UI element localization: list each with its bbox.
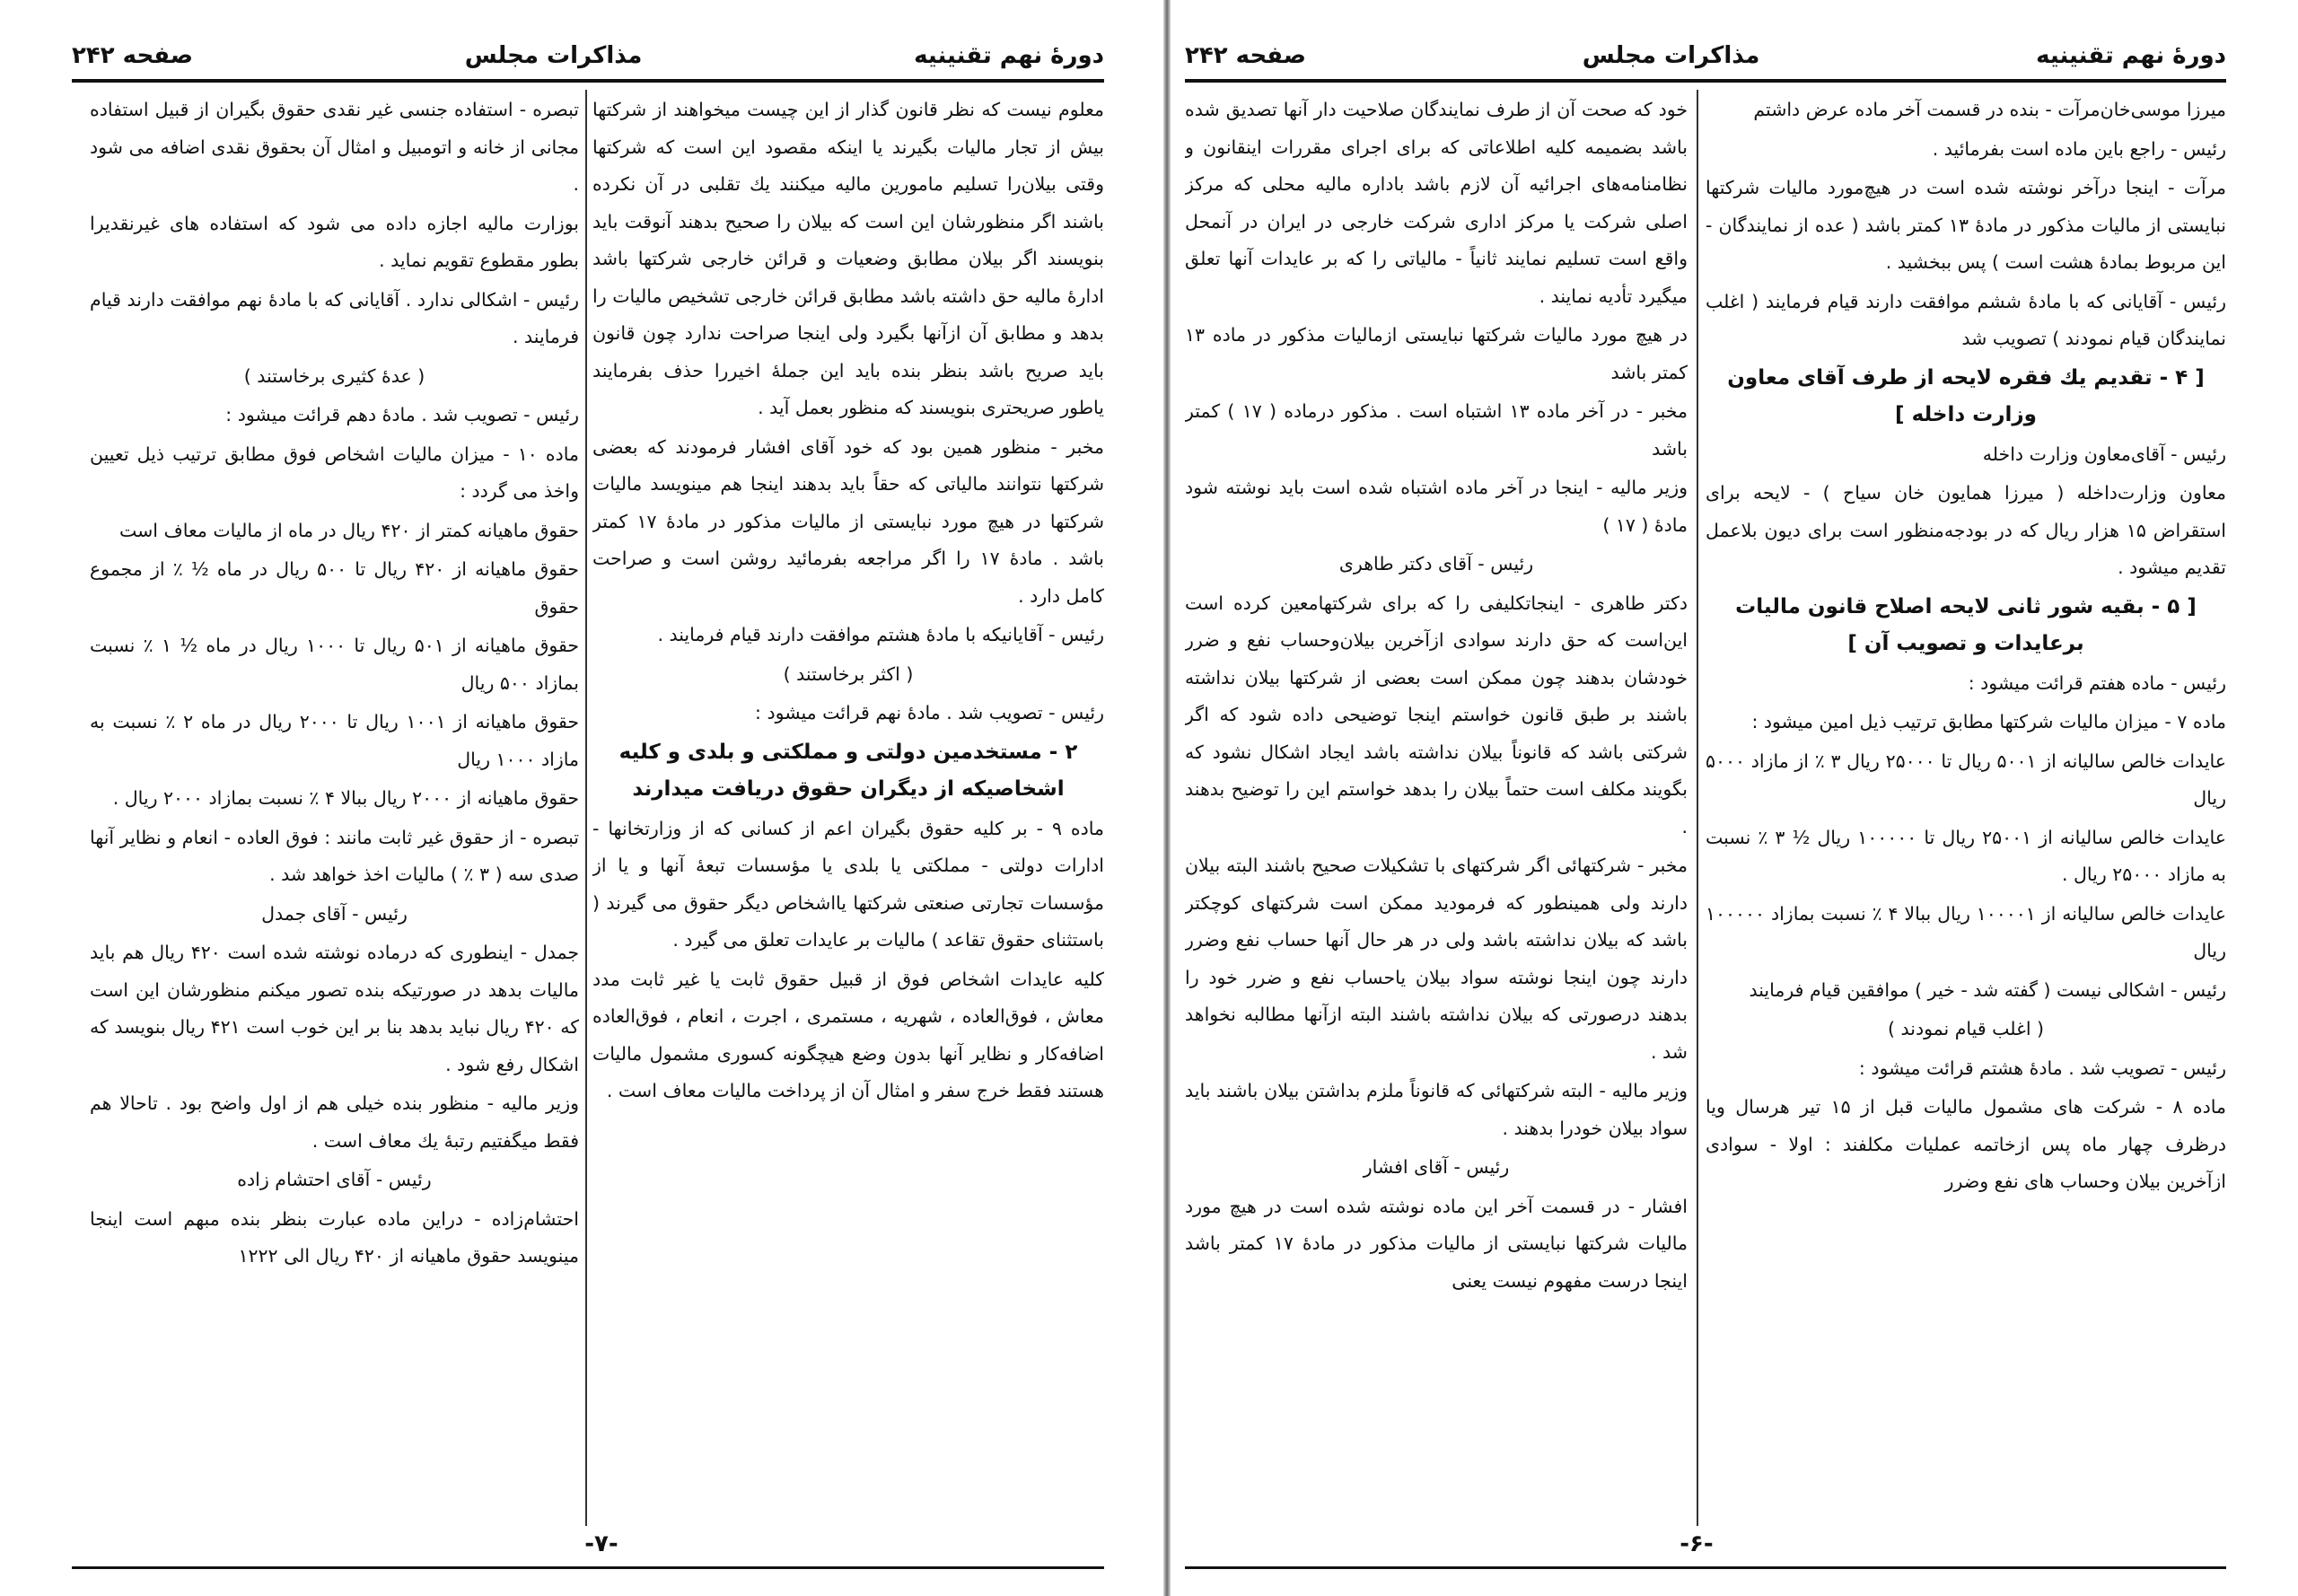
left-column-right-side [592,92,1104,1528]
paragraph: ماده ۷ - میزان مالیات شرکتها مطابق ترتیب ذیل امین میشود : [1751,711,2226,732]
section-heading: [ ۴ - تقدیم یك فقره لایحه از طرف آقای معاون وزارت داخله ] [1727,365,2205,426]
paragraph: دکتر طاهری - اینجاتکلیفی را که برای شرکتهامعین کرده است این‌است که حق دارند سوادی ازآخرین بیلان‌وحساب نفع و ضرر خودشان بدهند چون ممکن است بعضی از شرکتها بیلان نداشته باشند بر طبق قانون خواستم اینجا توضیحی داده شود که اگر شرکتی باشد که قانوناً بیلان نداشته باشد ایجاد اشکال نشود که بگویند مکلف است حتماً بیلان را بدهد خواستم این را توضیح بدهند . [1185,592,1688,837]
right-page-number: -۶- [1680,1530,1714,1557]
paragraph: ( اغلب قیام نمودند ) [1887,1018,2045,1039]
paragraph: افشار - در قسمت آخر این ماده نوشته شده است در هیچ مورد مالیات شرکتها نبایستی از مالیات مذکور در مادهٔ ۱۷ کمتر باشد اینجا درست مفهوم نیست یعنی [1185,1195,1688,1292]
right-header-session: دورهٔ نهم تقنینیه [2036,42,2226,69]
paragraph: وزیر مالیه - اینجا در آخر ماده اشتباه شده است باید نوشته شود مادهٔ ( ۱۷ ) [1185,477,1688,536]
left-column-divider [585,90,587,1526]
section-heading: [ ۵ - بقیه شور ثانی لایحه اصلاح قانون مالیات برعایدات و تصویب آن ] [1735,594,2197,655]
paragraph: رئیس - آقایانی که با مادهٔ ششم موافقت دارند قیام فرمایند ( اغلب نمایندگان قیام نمودند ) تصویب شد [1706,290,2226,349]
right-header-title: مذاکرات مجلس [1582,42,1760,69]
paragraph: رئیس - تصویب شد . مادهٔ نهم قرائت میشود : [755,702,1104,723]
right-header-page-label: صفحه ۲۴۲ [1185,42,1307,69]
paragraph: رئیس - آقای احتشام زاده [237,1169,432,1190]
paragraph: بوزارت مالیه اجازه داده می شود که استفاده های غیرنقدیرا بطور مقطوع تقویم نماید . [90,212,579,271]
paragraph: جمدل - اینطوری که درماده نوشته شده است ۴۲۰ ریال هم باید مالیات بدهد در صورتیکه بنده تصور میکنم منظورشان این است که ۴۲۰ ریال نباید بدهد بنا بر این خوب است ۴۲۱ ریال بنویسد که اشکال رفع شود . [90,942,579,1075]
paragraph: احتشام‌زاده - دراین ماده عبارت بنظر بنده مبهم است اینجا مینویسد حقوق ماهیانه از ۴۲۰ ریال الی ۱۲۲۲ [90,1207,579,1267]
left-header-session: دورهٔ نهم تقنینیه [914,42,1104,69]
paragraph: حقوق ماهیانه از ۵۰۱ ریال تا ۱۰۰۰ ریال در ماه ½ ۱ ٪ نسبت بمازاد ۵۰۰ ریال [90,635,579,694]
left-header-page-label: صفحه ۲۴۲ [72,42,194,69]
right-column-right-side [1706,92,2226,1528]
paragraph: خود که صحت آن از طرف نمایندگان صلاحیت دار آنها تصدیق شده باشد بضمیمه کلیه اطلاعاتی که برای اجرای مقررات اینقانون و نظامنامه‌های اجرائیه آن لازم باشد باداره مالیه محلی که مرکز اصلی شرکت یا مرکز اداری شرکت خارجی در ایران در آنمحل واقع است تسلیم نمایند ثانیاً - مالیاتی را که بر عایدات آنها تعلق میگیرد تأدیه نمایند . [1185,99,1688,307]
paragraph: حقوق ماهیانه کمتر از ۴۲۰ ریال در ماه از مالیات معاف است [118,519,579,541]
paragraph: مخبر - در آخر ماده ۱۳ اشتباه است . مذکور درماده ( ۱۷ ) کمتر باشد [1185,400,1688,460]
paragraph: مخبر - شرکتهائی اگر شرکتهای با تشکیلات صحیح باشند البته بیلان دارند ولی همینطور که فرمودید ممکن است شرکتهای کوچکتر باشد که بیلان نداشته باشد ولی در هر حال آنها حساب نفع وضرر دارند چون اینجا نوشته سواد بیلان یاحساب نفع و ضرر خود را بدهند درصورتی که بیلان نداشته باشند البته ازآنها مطالبه نخواهد شد . [1185,855,1688,1063]
left-bottom-rule [72,1566,1104,1569]
paragraph: وزیر مالیه - منظور بنده خیلی هم از اول واضح بود . تاحالا هم فقط میگفتیم رتبهٔ یك معاف است . [90,1092,579,1152]
right-page-header [1185,36,2226,75]
paragraph: معاون وزارت‌داخله ( میرزا همایون خان سیاح ) - لایحه برای استقراض ۱۵ هزار ریال که در بودجه‌منظور است برای دیون بلاعمل تقدیم میشود . [1706,482,2226,578]
left-header-rule [72,79,1104,83]
right-column-divider [1697,90,1698,1526]
paragraph: تبصره - از حقوق غیر ثابت مانند : فوق العاده - انعام و نظایر آنها صدی سه ( ۳ ٪ ) مالیات اخذ خواهد شد . [90,826,579,885]
paragraph: تبصره - استفاده جنسی غیر نقدی حقوق بگیران از قبیل استفاده مجانی از خانه و اتومبیل و امثال آن بحقوق نقدی اضافه می شود . [90,99,579,195]
paragraph: مرآت - اینجا درآخر نوشته شده است در هیچ‌مورد مالیات شرکتها نبایستی از مالیات مذکور در مادهٔ ۱۳ کمتر باشد ( عده از نمایندگان - این مربوط بمادهٔ هشت است ) پس ببخشید . [1706,177,2226,273]
paragraph: عایدات خالص سالیانه از ۲۵۰۰۱ ریال تا ۱۰۰۰۰۰ ریال ½ ۳ ٪ نسبت به مازاد ۲۵۰۰۰ ریال . [1706,826,2226,885]
paragraph: رئیس - آقای‌معاون وزارت داخله [1982,443,2226,465]
left-page-number: -۷- [584,1530,618,1557]
paragraph: رئیس - آقایانیکه با مادهٔ هشتم موافقت دارند قیام فرمایند . [657,624,1104,645]
paragraph: رئیس - آقای جمدل [261,902,408,925]
paragraph: رئیس - تصویب شد . مادهٔ هشتم قرائت میشود : [1858,1057,2226,1079]
paragraph: ( عدهٔ کثیری برخاستند ) [243,364,425,387]
paragraph: رئیس - آقای افشار [1363,1156,1510,1178]
paragraph: حقوق ماهیانه از ۴۲۰ ریال تا ۵۰۰ ریال در ماه ½ ٪ از مجموع حقوق [90,558,579,618]
paragraph: میرزا موسی‌خان‌مرآت - بنده در قسمت آخر ماده عرض داشتم [1753,99,2226,120]
paragraph: عایدات خالص سالیانه از ۱۰۰۰۰۱ ریال ببالا ۴ ٪ نسبت بمازاد ۱۰۰۰۰۰ ریال [1706,902,2226,961]
paragraph: کلیه عایدات اشخاص فوق از قبیل حقوق ثابت یا غیر ثابت مدد معاش ، فوق‌العاده ، شهریه ، مستمری ، اجرت ، انعام ، فوق‌العاده اضافه‌کار و نظایر آنها بدون وضع هیچگونه کسوری مشمول مالیات هستند فقط خرج سفر و امثال آن از پرداخت مالیات معاف است . [592,968,1104,1101]
paragraph: رئیس - تصویب شد . مادهٔ دهم قرائت میشود : [225,404,579,425]
right-page [1167,0,2298,1596]
right-header-rule [1185,79,2226,83]
paragraph: حقوق ماهیانه از ۲۰۰۰ ریال ببالا ۴ ٪ نسبت بمازاد ۲۰۰۰ ریال . [112,787,579,809]
paragraph: ( اکثر برخاستند ) [783,662,914,685]
paragraph: در هیچ مورد مالیات شرکتها نبایستی ازمالیات مذکور در ماده ۱۳ کمتر باشد [1185,324,1688,383]
paragraph: معلوم نیست که نظر قانون گذار از این چیست میخواهند از شرکتها بیش از تجار مالیات بگیرند یا اینکه مقصود این است که شرکتها وقتی بیلان‌را تسلیم مامورین مالیه میکنند یك تقلبی در آن نکرده باشند اگر منظورشان این است که بیلان را صحیح بدهند آنوقت باید بنویسند اگر بیلان مطابق وضعیات و قرائن خارجی شرکتها باشد ادارهٔ مالیه حق داشته باشد مطابق قرائن خارجی تشخیص مالیات را بدهد و مطابق آن ازآنها بگیرد ولی اینجا صراحت ندارد چون قانون باید صریح باشد بنظر بنده باید این جملهٔ اخیررا حذف بفرمایند یاطور صریحتری بنویسند که منظور بعمل آید . [592,99,1104,418]
paragraph: رئیس - ماده هفتم قرائت میشود : [1968,671,2226,694]
right-bottom-rule [1185,1566,2226,1569]
paragraph: رئیس - آقای دکتر طاهری [1338,553,1534,574]
right-column-left-side [1185,92,1688,1528]
paragraph: رئیس - راجع باین ماده است بفرمائید . [1932,137,2226,160]
paragraph: رئیس - اشکالی ندارد . آقایانی که با مادهٔ نهم موافقت دارند قیام فرمایند . [90,288,579,347]
paragraph: مخبر - منظور همین بود که خود آقای افشار فرمودند که بعضی شرکتها نتوانند مالیاتی که حقاً باید بدهند اینجا هم مینویسد مالیات شرکتها در هیچ مورد نبایستی از مالیات مذکور در مادهٔ ۱۷ کمتر باشد . مادهٔ ۱۷ را اگر مراجعه بفرمائید روشن است و صراحت کامل دارد . [592,435,1104,607]
paragraph: ماده ۸ - شرکت های مشمول مالیات قبل از ۱۵ تیر هرسال ویا درظرف چهار ماه پس ازخاتمه عملیات مکلفند : اولا - سوادی ازآخرین بیلان وحساب های نفع وضرر [1706,1096,2226,1192]
left-page-header [72,36,1104,75]
paragraph: وزیر مالیه - البته شرکتهائی که قانوناً ملزم بداشتن بیلان باشند باید سواد بیلان خودرا بدهند . [1185,1080,1688,1139]
paragraph: عایدات خالص سالیانه از ۵۰۰۱ ریال تا ۲۵۰۰۰ ریال ۳ ٪ از مازاد ۵۰۰۰ ریال [1706,750,2226,809]
section-heading: ۲ - مستخدمین دولتی و مملکتی و بلدی و کلیه اشخاصیکه از دیگران حقوق دریافت میدارند [618,740,1078,801]
left-header-title: مذاکرات مجلس [464,42,643,69]
paragraph: ماده ۱۰ - میزان مالیات اشخاص فوق مطابق ترتیب ذیل تعیین واخذ می گردد : [90,443,579,502]
paragraph: رئیس - اشکالی نیست ( گفته شد - خیر ) موافقین قیام فرمایند [1749,978,2226,1001]
paragraph: حقوق ماهیانه از ۱۰۰۱ ریال تا ۲۰۰۰ ریال در ماه ۲ ٪ نسبت به مازاد ۱۰۰۰ ریال [90,711,579,770]
left-column-left-side [90,92,579,1528]
paragraph: ماده ۹ - بر کلیه حقوق بگیران اعم از کسانی که از وزارتخانها - ادارات دولتی - مملکتی یا بلدی یا مؤسسات تبعهٔ آنها و یا از مؤسسات تجارتی صنعتی شرکتها یااشخاص دیگر حقوق می گیرند ( باستثنای حقوق تقاعد ) مالیات بر عایدات تعلق می گیرد . [592,817,1104,951]
